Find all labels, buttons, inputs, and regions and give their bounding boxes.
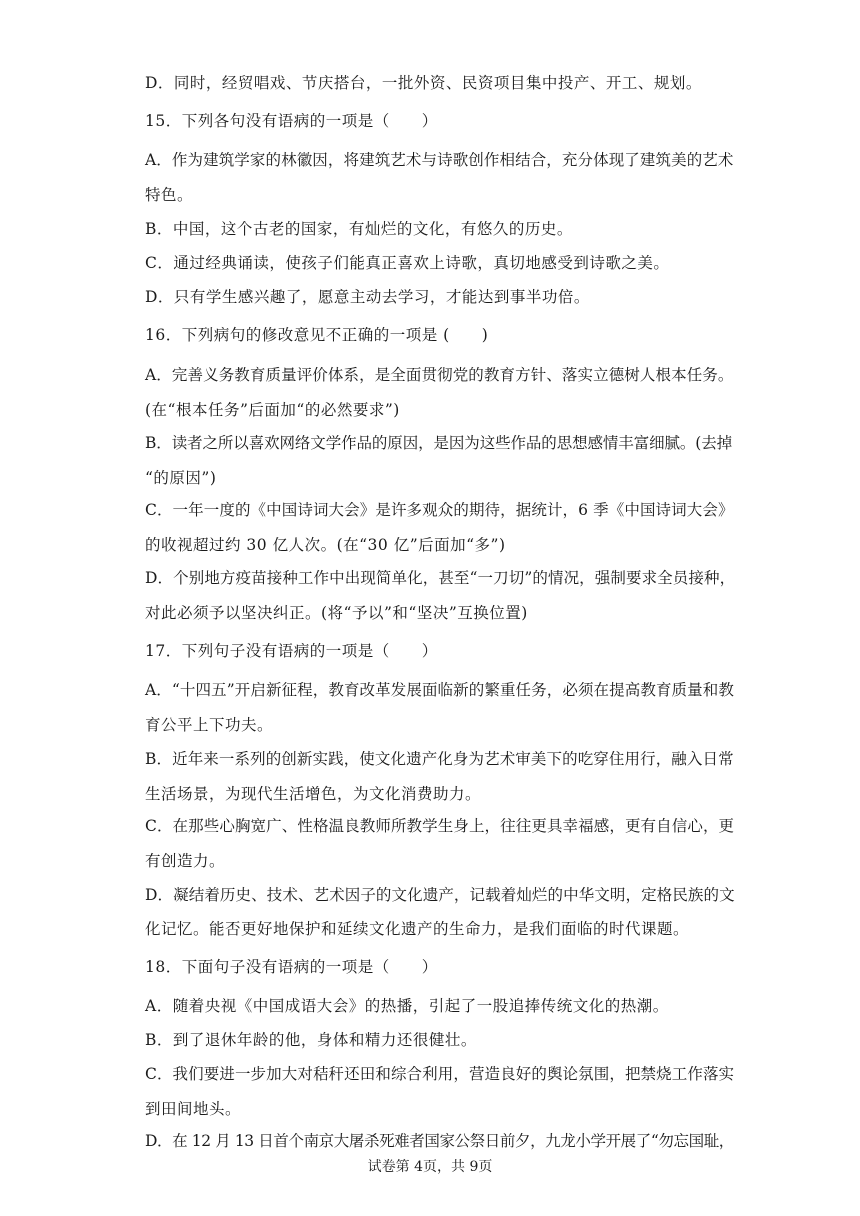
option-line: 生活场景，为现代生活增色，为文化消费助力。 [145,785,482,803]
option-line: C．通过经典诵读，使孩子们能真正喜欢上诗歌，真切地感受到诗歌之美。 [145,254,670,272]
option-line: A．完善义务教育质量评价体系，是全面贯彻党的教育方针、落实立德树人根本任务。 [145,366,734,384]
option-line: A．“十四五”开启新征程，教育改革发展面临新的繁重任务，必须在提高教育质量和教 [145,681,734,699]
option-line: A．随着央视《中国成语大会》的热播，引起了一股追捧传统文化的热潮。 [145,997,669,1015]
option-line: D．个别地方疫苗接种工作中出现简单化，甚至“一刀切”的情况，强制要求全员接种， [145,569,736,587]
question-17-stem: 17．下列句子没有语病的一项是（ ） [145,642,438,660]
option-line: 育公平上下功夫。 [145,716,274,734]
option-line: 特色。 [145,186,194,204]
option-line: 的收视超过约 30 亿人次。(在“30 亿”后面加“多”) [145,536,506,554]
option-line: 有创造力。 [145,852,226,870]
option-line: (在“根本任务”后面加“的必然要求”) [145,401,400,419]
option-line: C．在那些心胸宽广、性格温良教师所教学生身上，往往更具幸福感，更有自信心，更 [145,817,735,835]
option-line: D．只有学生感兴趣了，愿意主动去学习，才能达到事半功倍。 [145,288,590,306]
option-line: C．一年一度的《中国诗词大会》是许多观众的期待，据统计，6 季《中国诗词大会》 [145,501,734,519]
option-line: B．近年来一系列的创新实践，使文化遗产化身为艺术审美下的吃穿住用行，融入日常 [145,750,734,768]
option-line: B．读者之所以喜欢网络文学作品的原因，是因为这些作品的思想感情丰富细腻。(去掉 [145,434,733,452]
option-line: B．中国，这个古老的国家，有灿烂的文化，有悠久的历史。 [145,220,573,238]
option-line: C．我们要进一步加大对秸秆还田和综合利用，营造良好的舆论氛围，把禁烧工作落实 [145,1065,735,1083]
option-line: D．凝结着历史、技术、艺术因子的文化遗产，记载着灿烂的中华文明，定格民族的文 [145,886,735,904]
page-footer: 试卷第 4页，共 9页 [367,1159,493,1175]
option-line: A．作为建筑学家的林徽因，将建筑艺术与诗歌创作相结合，充分体现了建筑美的艺术 [145,151,734,169]
option-line: 到田间地头。 [145,1100,242,1118]
option-line: “的原因”) [145,469,217,487]
option-line: 化记忆。能否更好地保护和延续文化遗产的生命力，是我们面临的时代课题。 [145,920,690,938]
question-18-stem: 18．下面句子没有语病的一项是（ ） [145,958,438,976]
option-line: 对此必须予以坚决纠正。(将“予以”和“坚决”互换位置) [145,604,528,622]
question-16-stem: 16．下列病句的修改意见不正确的一项是 ( ) [145,326,489,344]
question-15-stem: 15．下列各句没有语病的一项是（ ） [145,112,438,130]
option-line: D．同时，经贸唱戏、节庆搭台，一批外资、民资项目集中投产、开工、规划。 [145,74,702,92]
option-line: B．到了退休年龄的他，身体和精力还很健壮。 [145,1031,477,1049]
option-line: D．在 12 月 13 日首个南京大屠杀死难者国家公祭日前夕，九龙小学开展了“勿忘国耻， [145,1132,734,1150]
